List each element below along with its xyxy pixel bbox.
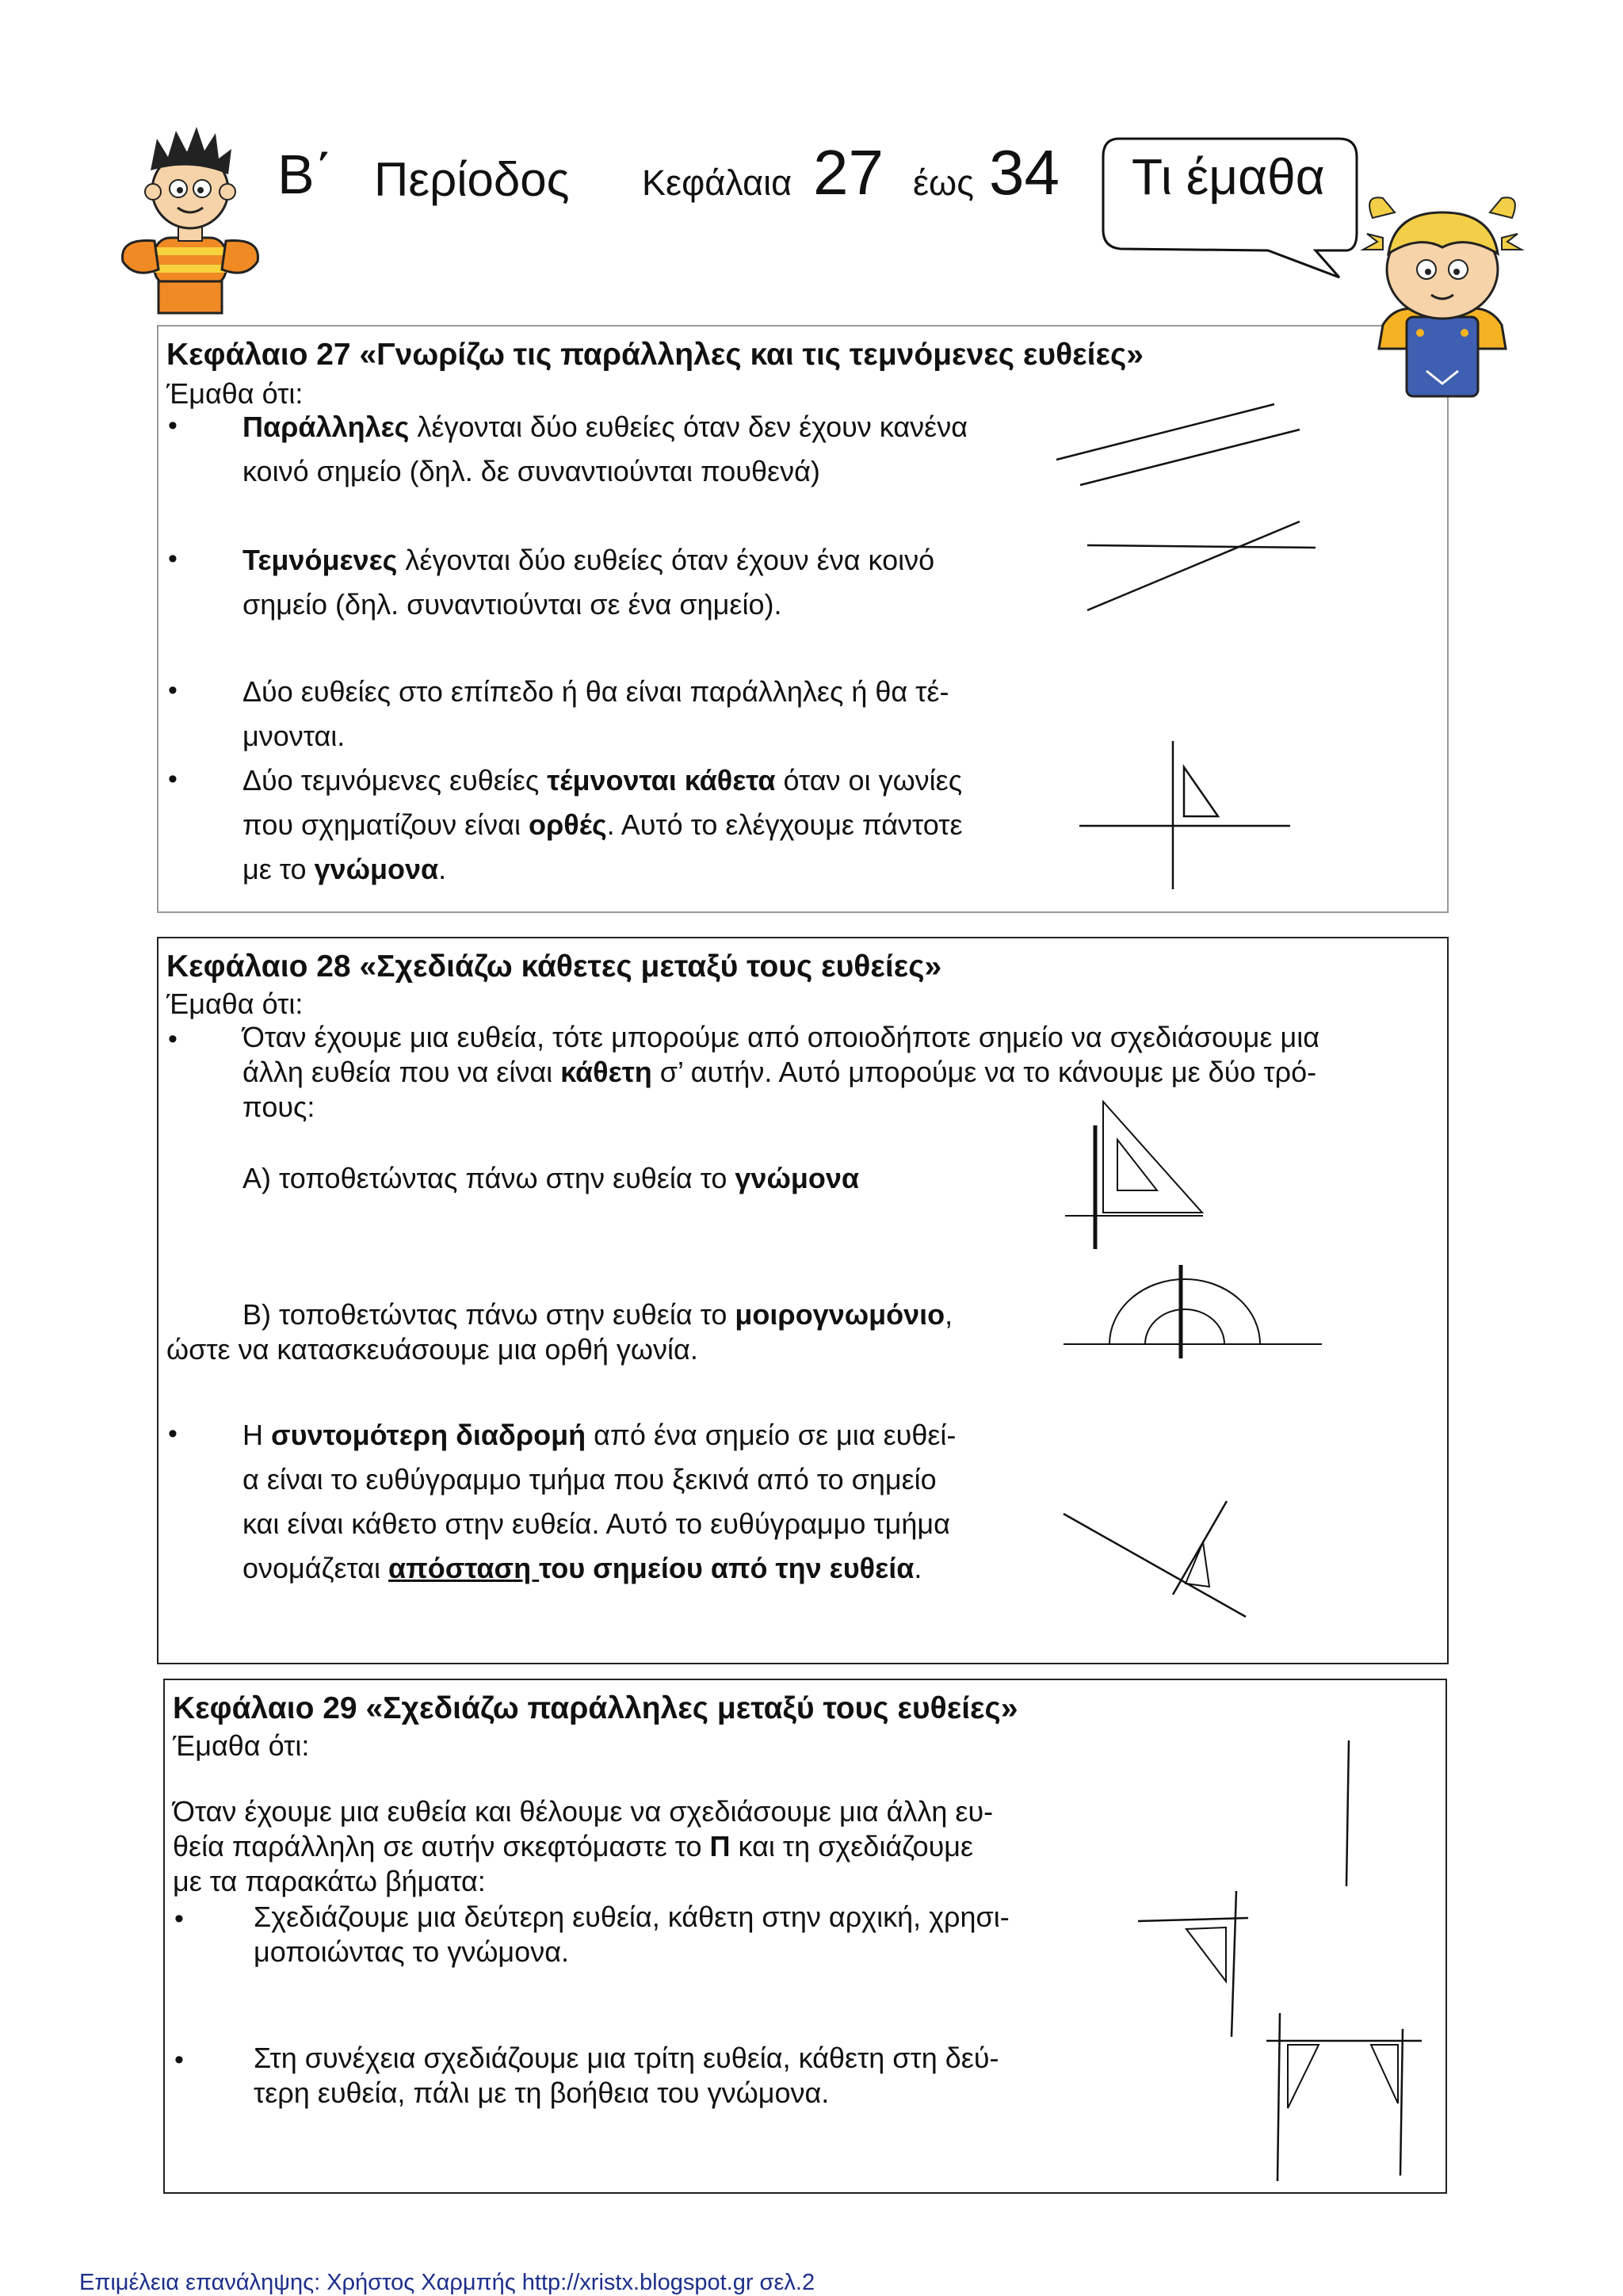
bullet: •	[174, 1904, 184, 1934]
intersecting-lines-figure	[1087, 521, 1316, 610]
text: κάθετη	[560, 1056, 652, 1088]
text: .	[914, 1552, 922, 1584]
boy-cartoon-icon	[123, 127, 258, 313]
bullet: •	[168, 544, 178, 574]
text: λέγονται δύο ευθείες όταν δεν έχουν κανένα	[409, 411, 968, 443]
text: α είναι το ευθύγραμμο τμήμα που ξεκινά από το σημείο	[242, 1463, 937, 1496]
chapter-27-learned: Έμαθα ότι:	[166, 377, 304, 410]
text: κοινό σημείο (δηλ. δε συναντιούνται πουθενά)	[242, 455, 820, 487]
term-intersecting: Τεμνόμενες	[242, 544, 398, 576]
speech-bubble-text: Τι έμαθα	[1132, 148, 1325, 205]
period-letter: Β΄	[277, 143, 333, 205]
until-word: έως	[913, 162, 974, 203]
text: και είναι κάθετο στην ευθεία. Αυτό το ευθύγραμμο τμήμα	[242, 1507, 950, 1540]
text: Π	[709, 1830, 731, 1862]
text: λέγονται δύο ευθείες όταν έχουν ένα κοινό	[397, 544, 935, 576]
period-word: Περίοδος	[374, 153, 570, 206]
chapter-to: 34	[989, 137, 1060, 208]
parallel-lines-figure	[1056, 404, 1300, 485]
text: απόσταση	[388, 1552, 540, 1584]
text: Όταν έχουμε μια ευθεία, τότε μπορούμε από οποιοδήποτε σημείο να σχεδιάσουμε μια	[242, 1021, 1320, 1053]
text: όταν οι γωνίες	[775, 764, 963, 797]
perpendicular-lines-figure	[1079, 741, 1290, 889]
text: ορθές	[528, 808, 607, 841]
text: γνώμονα	[735, 1162, 860, 1194]
text: με το	[242, 853, 315, 885]
bullet: •	[168, 764, 178, 794]
footer-credit: Επιμέλεια επανάληψης: Χρήστος Χαρμπής http://xristx.blogspot.gr σελ.2	[79, 2270, 815, 2295]
text: γνώμονα	[314, 853, 439, 885]
text: άλλη ευθεία που να είναι	[242, 1056, 561, 1088]
speech-bubble	[1103, 139, 1357, 277]
text: Δύο τεμνόμενες ευθείες	[242, 764, 548, 797]
text: πους:	[242, 1091, 315, 1123]
text: και τη σχεδιάζουμε	[730, 1830, 974, 1862]
bullet: •	[168, 1419, 178, 1449]
text: τέμνονται κάθετα	[547, 764, 776, 797]
chapter-29-title: Κεφάλαιο 29 «Σχεδιάζω παράλληλες μεταξύ τους ευθείες»	[173, 1691, 1018, 1725]
text: .	[438, 853, 447, 885]
text: που σχηματίζουν είναι	[242, 808, 529, 841]
text: μοιρογνωμόνιο	[735, 1298, 945, 1331]
text: Όταν έχουμε μια ευθεία και θέλουμε να σχεδιάσουμε μια άλλη ευ-	[173, 1795, 994, 1828]
bullet: •	[168, 411, 178, 441]
text: ,	[945, 1298, 953, 1331]
text: Στη συνέχεια σχεδιάζουμε μια τρίτη ευθεία, κάθετη στη δεύ-	[254, 2042, 999, 2074]
text: . Αυτό το ελέγχουμε πάντοτε	[606, 808, 963, 841]
term-parallel: Παράλληλες	[242, 411, 410, 443]
text: του σημείου από την ευθεία	[539, 1552, 915, 1584]
text: μνονται.	[242, 720, 346, 752]
chapter-28-title: Κεφάλαιο 28 «Σχεδιάζω κάθετες μεταξύ τους ευθείες»	[166, 949, 942, 984]
text: μοποιώντας το γνώμονα.	[254, 1935, 570, 1968]
text: τερη ευθεία, πάλι με τη βοήθεια του γνώμονα.	[254, 2076, 830, 2109]
text: σημείο (δηλ. συναντιούνται σε ένα σημείο).	[242, 588, 782, 621]
text: θεία παράλληλη σε αυτήν σκεφτόμαστε το	[173, 1830, 710, 1862]
text: από ένα σημείο σε μια ευθεί-	[586, 1419, 957, 1451]
text: με τα παρακάτω βήματα:	[173, 1865, 486, 1897]
parallel-construction-figure	[1138, 1740, 1422, 2181]
text: συντομότερη διαδρομή	[271, 1419, 586, 1451]
text: σ’ αυτήν. Αυτό μπορούμε να το κάνουμε με δύο τρό-	[651, 1056, 1317, 1088]
chapter-from: 27	[813, 137, 884, 208]
set-square-figure	[1065, 1102, 1203, 1249]
protractor-figure	[1064, 1265, 1322, 1358]
chapters-word: Κεφάλαια	[642, 162, 792, 203]
chapter-28-learned: Έμαθα ότι:	[166, 988, 304, 1020]
bullet: •	[168, 675, 178, 705]
text: Σχεδιάζουμε μια δεύτερη ευθεία, κάθετη στην αρχική, χρησι-	[254, 1901, 1010, 1933]
distance-figure	[1064, 1501, 1246, 1617]
chapter-29-learned: Έμαθα ότι:	[173, 1729, 310, 1762]
text: ώστε να κατασκευάσουμε μια ορθή γωνία.	[166, 1333, 698, 1366]
text: Α) τοποθετώντας πάνω στην ευθεία το	[242, 1162, 735, 1194]
bullet: •	[174, 2045, 184, 2075]
bullet: •	[168, 1024, 178, 1054]
girl-cartoon-icon	[1363, 197, 1522, 396]
chapter-27-title: Κεφάλαιο 27 «Γνωρίζω τις παράλληλες και τις τεμνόμενες ευθείες»	[166, 338, 1144, 372]
text: Η	[242, 1419, 271, 1451]
text: ονομάζεται	[242, 1552, 389, 1584]
text: Β) τοποθετώντας πάνω στην ευθεία το	[242, 1298, 735, 1331]
text: Δύο ευθείες στο επίπεδο ή θα είναι παράλληλες ή θα τέ-	[242, 675, 949, 708]
